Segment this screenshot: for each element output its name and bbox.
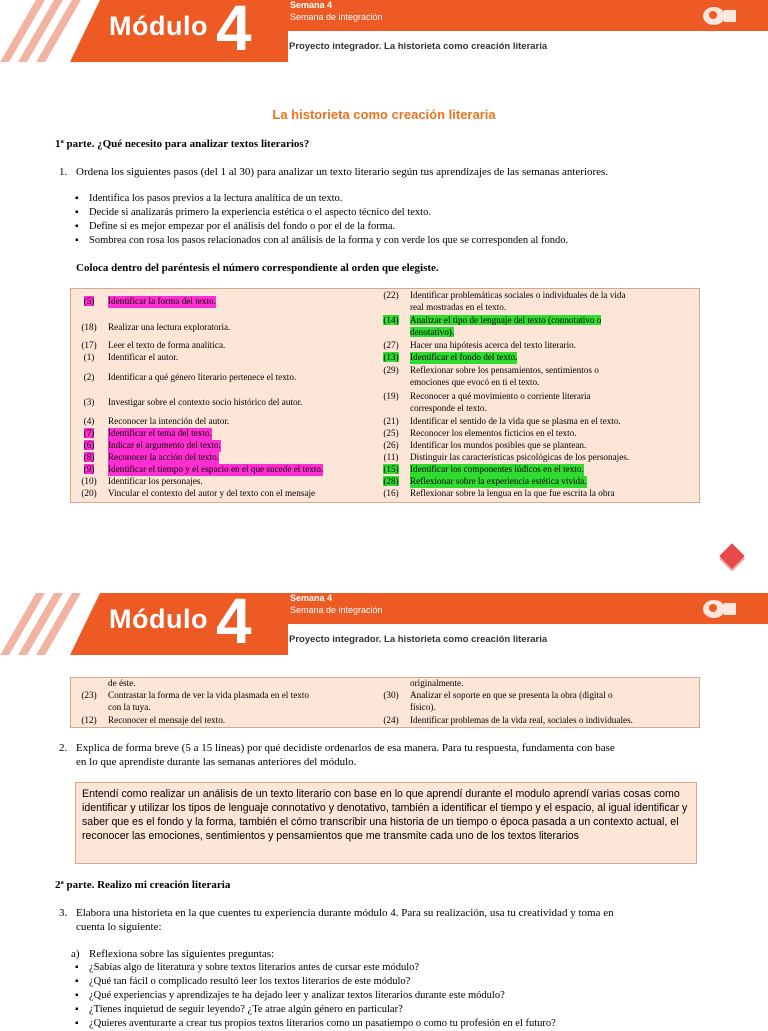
part1-heading: 1ª parte. ¿Qué necesito para analizar textos literarios? — [55, 138, 310, 150]
step-number[interactable]: (18) — [81, 322, 97, 332]
list-item: ▪ ¿Qué experiencias y aprendizajes te ha dejado leer y analizar textos literarios durante este módulo? — [75, 989, 755, 1003]
step-number[interactable]: (15) — [383, 464, 399, 474]
step-number[interactable]: (22) — [383, 290, 399, 300]
step-text: Analizar el tipo de lenguaje del texto (connotativo o denotativo). — [410, 315, 602, 337]
step-text: Reflexionar sobre la experiencia estética vivida. — [410, 476, 587, 486]
step-text: Identificar el tema del texto. — [108, 428, 212, 438]
step-text: Identificar el sentido de la vida que se plasma en el texto. — [410, 416, 621, 426]
step-number[interactable]: (5) — [83, 296, 95, 306]
step-number[interactable]: (3) — [83, 397, 95, 407]
step-text: Reconocer a qué movimiento o corriente literaria corresponde el texto. — [410, 391, 591, 413]
step-text: Leer el texto de forma analítica. — [108, 340, 226, 350]
project-title: Proyecto integrador. La historieta como creación literaria — [289, 634, 548, 645]
list-item: ▪ ¿Qué tan fácil o complicado resultó leer los textos literarios de este módulo? — [75, 975, 755, 989]
step-number[interactable]: (21) — [383, 416, 399, 426]
step-text: Identificar el tiempo y el espacio en el que sucede el texto. — [108, 464, 324, 474]
sub-a-label: a) — [71, 948, 80, 960]
step-number[interactable]: (11) — [383, 452, 399, 462]
module-number: 4 — [216, 585, 252, 657]
step-text: Hacer una hipótesis acerca del texto literario. — [410, 340, 577, 350]
step-number[interactable]: (14) — [383, 315, 399, 325]
step-text: Contrastar la forma de ver la vida plasmada en el texto con la tuya. — [108, 690, 310, 712]
step-number[interactable]: (24) — [383, 715, 399, 725]
step-text: Investigar sobre el contexto socio histórico del autor. — [108, 397, 303, 407]
step-text: Reflexionar sobre los pensamientos, sentimientos o emociones que evocó en ti el texto. — [410, 365, 599, 387]
step-text: Identificar los personajes. — [108, 476, 203, 486]
step-number[interactable]: (27) — [383, 340, 399, 350]
q2-number: 2. — [59, 742, 68, 754]
header-banner — [0, 0, 768, 62]
week-label: Semana 4 — [290, 0, 333, 10]
step-number[interactable]: (29) — [383, 365, 399, 375]
step-text: Vincular el contexto del autor y del texto con el mensaje — [108, 488, 316, 498]
week-sublabel: Semana de integración — [290, 12, 383, 22]
list-item: ▪ ¿Quieres aventurarte a crear tus propios textos literarios como un pasatiempo o como tu profesión en el futuro? — [75, 1017, 755, 1031]
list-item: ▪ ¿Tienes inquietud de seguir leyendo? ¿Te atrae algún género en particular? — [75, 1003, 755, 1017]
week-sublabel: Semana de integración — [290, 605, 383, 615]
step-text: Identificar el fondo del texto. — [410, 352, 518, 362]
step-number[interactable]: (2) — [83, 372, 95, 382]
step-number[interactable]: (4) — [83, 416, 95, 426]
step-text: Identificar la forma del texto. — [108, 296, 216, 306]
step-number[interactable]: (28) — [383, 476, 399, 486]
week-label: Semana 4 — [290, 593, 333, 603]
list-item: ▪ Decide si analizarás primero la experiencia estética o el aspecto técnico del texto. — [75, 206, 715, 220]
project-title: Proyecto integrador. La historieta como creación literaria — [289, 41, 548, 52]
ordering-table — [70, 288, 700, 503]
step-text: Distinguir las características psicológicas de los personajes. — [410, 452, 630, 462]
step-number[interactable]: (23) — [81, 690, 97, 700]
step-number[interactable]: (6) — [83, 440, 95, 450]
step-number[interactable]: (7) — [83, 428, 95, 438]
ordering-table-continued — [70, 677, 700, 728]
step-number[interactable]: (10) — [81, 476, 97, 486]
step-text: Identificar a qué género literario pertenece el texto. — [108, 372, 297, 382]
step-number[interactable]: (25) — [383, 428, 399, 438]
step-text: Identificar el autor. — [108, 352, 179, 362]
step-text: Identificar los mundos posibles que se plantean. — [410, 440, 587, 450]
prepa-logo-icon — [700, 596, 738, 620]
step-text: Reconocer la intención del autor. — [108, 416, 230, 426]
step-text: Identificar problemas de la vida real, sociales o individuales. — [410, 715, 633, 725]
step-number[interactable]: (16) — [383, 488, 399, 498]
step-number[interactable]: (12) — [81, 715, 97, 725]
step-number[interactable]: (1) — [83, 352, 95, 362]
list-item: ▪ ¿Sabías algo de literatura y sobre textos literarios antes de cursar este módulo? — [75, 961, 755, 975]
step-text: Identificar problemáticas sociales o individuales de la vida real mostradas en el texto. — [410, 290, 626, 312]
q3-number: 3. — [59, 907, 68, 919]
step-text: Reconocer los elementos ficticios en el texto. — [410, 428, 577, 438]
step-number[interactable]: (30) — [383, 690, 399, 700]
q2-text: Explica de forma breve (5 a 15 líneas) por qué decidiste ordenarlos de esa manera. Para tu respuesta, fundamenta con base en lo que aprendiste durante las semanas anteriores del módulo. — [76, 742, 615, 768]
module-label: Módulo — [109, 11, 208, 41]
q3-text: Elabora una historieta en la que cuentes tu experiencia durante módulo 4. Para su realización, usa tu creatividad y toma en cuenta lo siguiente: — [76, 907, 614, 933]
step-number[interactable]: (13) — [383, 352, 399, 362]
step-text: de éste. — [108, 678, 136, 688]
step-text: Identificar los componentes lúdicos en el texto. — [410, 464, 584, 474]
reflection-questions — [75, 961, 755, 1031]
answer-box[interactable]: Entendí como realizar un análisis de un texto literario con base en lo que aprendí durante el modulo aprendí varias cosas como identificar y utilizar los tipos de lenguaje connotativo y denotativo, también a identificar el tiempo y el espacio, al igual identificar y saber que es el fondo y la forma, también el cómo transcribir una historia de un tiempo o época pasada a un contexto actual, el reconocer las emociones, sentimientos y pensamientos que me transmite cada uno de los textos literarios — [75, 782, 697, 864]
step-text: Reconocer la acción del texto. — [108, 452, 219, 462]
page-title: La historieta como creación literaria — [272, 107, 496, 122]
list-item: ▪ Define si es mejor empezar por el análisis del fondo o por el de la forma. — [75, 220, 715, 234]
instructions-list — [75, 192, 715, 248]
step-text: Indicar el argumento del texto. — [108, 440, 221, 450]
step-text: Reflexionar sobre la lengua en la que fue escrita la obra — [410, 488, 615, 498]
header-banner — [0, 585, 768, 657]
table-instruction: Coloca dentro del paréntesis el número correspondiente al orden que elegiste. — [76, 262, 439, 274]
step-number[interactable]: (8) — [83, 452, 95, 462]
sub-a-text: Reflexiona sobre las siguientes preguntas: — [89, 948, 275, 960]
step-number[interactable]: (26) — [383, 440, 399, 450]
step-text: Realizar una lectura exploratoria. — [108, 322, 231, 332]
decorative-diamond — [719, 543, 744, 568]
step-text: Reconocer el mensaje del texto. — [108, 715, 226, 725]
part2-heading: 2ª parte. Realizo mi creación literaria — [55, 879, 231, 891]
list-item: ▪ Sombrea con rosa los pasos relacionados con al análisis de la forma y con verde los que se corresponden al fondo. — [75, 234, 715, 248]
prepa-logo-icon — [700, 3, 738, 27]
q1-number: 1. — [59, 166, 68, 178]
step-number[interactable]: (9) — [83, 464, 95, 474]
module-label: Módulo — [109, 604, 208, 634]
step-text: originalmente. — [410, 678, 464, 688]
step-number[interactable]: (19) — [383, 391, 399, 401]
step-text: Analizar el soporte en que se presenta la obra (digital o físico). — [410, 690, 613, 712]
step-number[interactable]: (20) — [81, 488, 97, 498]
q1-text: Ordena los siguientes pasos (del 1 al 30) para analizar un texto literario según tus aprendizajes de las semanas anteriores. — [76, 166, 609, 178]
list-item: ▪ Identifica los pasos previos a la lectura analítica de un texto. — [75, 192, 715, 206]
module-number: 4 — [216, 0, 252, 64]
step-number[interactable]: (17) — [81, 340, 97, 350]
